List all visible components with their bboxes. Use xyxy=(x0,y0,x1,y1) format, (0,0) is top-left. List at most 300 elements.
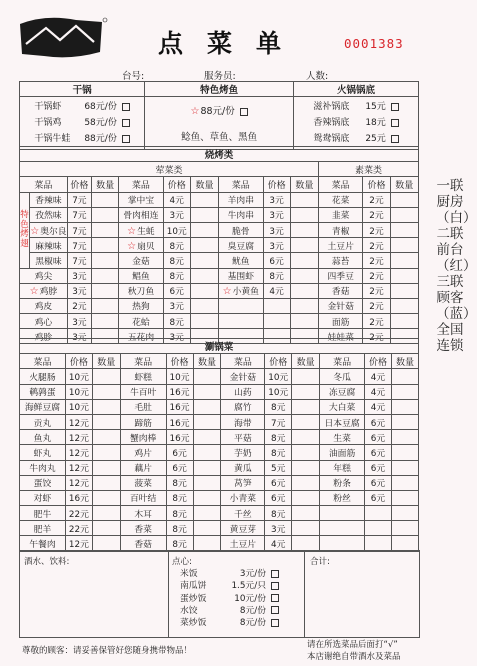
quantity-cell[interactable] xyxy=(290,192,318,207)
table-row xyxy=(20,268,419,283)
quantity-cell[interactable] xyxy=(92,253,119,268)
item-price: 6元 xyxy=(166,445,193,460)
checkbox[interactable] xyxy=(271,594,279,602)
item-price: 10元 xyxy=(65,399,92,414)
checkbox[interactable] xyxy=(271,619,279,627)
dry-pot-header: 干锅 xyxy=(20,82,145,97)
star-mark-icon: ☆ xyxy=(190,106,200,118)
table-row xyxy=(20,384,419,399)
item-price: 5元 xyxy=(265,460,292,475)
quantity-cell[interactable] xyxy=(390,298,418,313)
item-name: 韭菜 xyxy=(318,207,362,222)
item-price: 6元 xyxy=(163,283,190,298)
column-header: 数量 xyxy=(92,354,120,369)
checkbox[interactable] xyxy=(122,135,130,143)
checkbox[interactable] xyxy=(122,103,130,111)
customer-notice: 尊敬的顾客：请妥善保管好您随身携带物品！ xyxy=(22,646,193,656)
table-row xyxy=(20,238,419,253)
meat-subheader: 荤菜类 xyxy=(20,162,319,177)
column-header: 菜品 xyxy=(120,354,166,369)
snack-item[interactable] xyxy=(180,605,279,617)
item-name: 火腿肠 xyxy=(20,369,66,384)
item-name: 蛋饺 xyxy=(20,475,66,490)
item-name: 青椒 xyxy=(318,222,362,237)
footer-box xyxy=(19,550,420,638)
item-name: 虾丸 xyxy=(20,445,66,460)
item-price: 12元 xyxy=(65,475,92,490)
item-name: 生菜 xyxy=(320,430,365,445)
item-name: 香菜 xyxy=(120,521,166,536)
item-price: 7元 xyxy=(265,414,292,429)
item-price: 2元 xyxy=(363,238,390,253)
table-row xyxy=(20,283,419,298)
quantity-cell[interactable] xyxy=(92,268,119,283)
table-row xyxy=(20,506,419,521)
item-price: 8元 xyxy=(265,399,292,414)
page-title: 点菜单 xyxy=(158,29,306,58)
item-price xyxy=(263,298,290,313)
item-name: 基围虾 xyxy=(219,268,263,283)
item-name: 牛百叶 xyxy=(120,384,166,399)
quantity-cell[interactable] xyxy=(92,207,119,222)
item-price: 22元 xyxy=(65,521,92,536)
quantity-cell[interactable] xyxy=(292,506,320,521)
item-name: 鱿鱼 xyxy=(219,253,263,268)
quantity-cell[interactable] xyxy=(92,222,119,237)
snack-item[interactable] xyxy=(180,617,279,629)
quantity-cell[interactable] xyxy=(390,207,418,222)
item-name: 面筋 xyxy=(318,314,362,329)
table-row xyxy=(20,222,419,237)
snacks-label: 点心: xyxy=(172,557,192,567)
item-name: 蟹肉棒 xyxy=(120,430,166,445)
quantity-cell[interactable] xyxy=(92,475,120,490)
item-name: 黑椒味 xyxy=(30,253,68,268)
checkbox[interactable] xyxy=(391,103,399,111)
quantity-cell[interactable] xyxy=(193,399,221,414)
grill-wings-label xyxy=(20,192,30,268)
item-name: 粉条 xyxy=(320,475,365,490)
quantity-cell[interactable] xyxy=(92,536,120,551)
item-name: 花蛤 xyxy=(119,314,163,329)
quantity-cell[interactable] xyxy=(292,521,320,536)
waiter-label: 服务员: xyxy=(204,71,236,82)
quantity-cell[interactable] xyxy=(190,314,218,329)
item-name: 蒜苔 xyxy=(318,253,362,268)
item-price xyxy=(365,536,392,551)
item-price: 7元 xyxy=(67,207,91,222)
column-header: 价格 xyxy=(163,177,190,192)
item-name: 肥羊 xyxy=(20,521,66,536)
table-number-label: 台号: xyxy=(122,71,145,82)
table-row xyxy=(20,298,419,313)
item-price: 8元 xyxy=(166,506,193,521)
quantity-cell[interactable] xyxy=(292,536,320,551)
item-price: 2元 xyxy=(363,283,390,298)
fish-price-row[interactable]: ☆88元/份 xyxy=(145,103,293,117)
quantity-cell[interactable] xyxy=(190,238,218,253)
quantity-cell[interactable] xyxy=(92,238,119,253)
serial-number: 0001383 xyxy=(344,36,404,51)
quantity-cell[interactable] xyxy=(193,414,221,429)
quantity-cell[interactable] xyxy=(292,460,320,475)
copy-distribution-text: 一联厨房（白）二联前台（红）三联顾客（蓝）全国连锁 xyxy=(436,178,477,354)
quantity-cell[interactable] xyxy=(290,207,318,222)
item-price: 6元 xyxy=(365,475,392,490)
item-name xyxy=(119,238,163,253)
quantity-cell[interactable] xyxy=(390,253,418,268)
item-price: 16元 xyxy=(166,430,193,445)
item-name: 臭豆腐 xyxy=(219,238,263,253)
item-name: 金针菇 xyxy=(221,369,265,384)
item-price: 6元 xyxy=(365,430,392,445)
checkbox[interactable] xyxy=(240,108,248,116)
column-header: 菜品 xyxy=(20,354,66,369)
item-name: 鱼丸 xyxy=(20,430,66,445)
item-name: 藕片 xyxy=(120,460,166,475)
quantity-cell[interactable] xyxy=(390,268,418,283)
item-price: 12元 xyxy=(65,445,92,460)
quantity-cell[interactable] xyxy=(290,238,318,253)
column-header: 菜品 xyxy=(20,177,68,192)
quantity-cell[interactable] xyxy=(193,521,221,536)
item-price: 12元 xyxy=(65,460,92,475)
quantity-cell[interactable] xyxy=(391,399,418,414)
item-price: 3元 xyxy=(67,329,91,344)
table-row xyxy=(20,430,419,445)
quantity-cell[interactable] xyxy=(391,430,418,445)
item-price: 22元 xyxy=(65,506,92,521)
item-name xyxy=(20,283,68,298)
item-name-text: 小黄鱼 xyxy=(232,287,259,298)
table-row xyxy=(20,314,419,329)
quantity-cell[interactable] xyxy=(92,506,120,521)
checkbox[interactable] xyxy=(271,582,279,590)
quantity-cell[interactable] xyxy=(190,222,218,237)
checkbox[interactable] xyxy=(122,119,130,127)
quantity-cell[interactable] xyxy=(190,207,218,222)
quantity-cell[interactable] xyxy=(390,238,418,253)
item-price: 3元 xyxy=(263,238,290,253)
item-name: 贡丸 xyxy=(20,414,66,429)
quantity-cell[interactable] xyxy=(390,192,418,207)
snack-price: 10元/份 xyxy=(234,593,266,604)
quantity-cell[interactable] xyxy=(290,222,318,237)
quantity-cell[interactable] xyxy=(292,445,320,460)
item-price: 6元 xyxy=(166,460,193,475)
item-price: 16元 xyxy=(166,384,193,399)
snack-name: 水饺 xyxy=(180,605,198,616)
item-name: 腐竹 xyxy=(221,399,265,414)
item-price: 6元 xyxy=(265,490,292,505)
item-name: 掌中宝 xyxy=(119,192,163,207)
item-price: 2元 xyxy=(363,253,390,268)
item-name: 冻豆腐 xyxy=(320,384,365,399)
column-header: 价格 xyxy=(166,354,193,369)
hotpot-base-item[interactable]: 香辣锅底 18元 xyxy=(294,115,418,131)
item-name: 鸡尖 xyxy=(20,268,68,283)
item-price: 10元 xyxy=(65,384,92,399)
item-price: 12元 xyxy=(65,430,92,445)
column-header: 菜品 xyxy=(320,354,365,369)
column-header: 菜品 xyxy=(219,177,263,192)
item-price: 3元 xyxy=(265,521,292,536)
quantity-cell[interactable] xyxy=(390,283,418,298)
quantity-cell[interactable] xyxy=(193,369,221,384)
item-name: 孜然味 xyxy=(30,207,68,222)
no-outside-food-notice: 本店谢绝自带酒水及菜品 xyxy=(307,652,401,662)
quantity-cell[interactable] xyxy=(391,460,418,475)
item-price: 8元 xyxy=(166,521,193,536)
item-name: 鲳鱼 xyxy=(119,268,163,283)
item-price: 2元 xyxy=(363,192,390,207)
column-header: 菜品 xyxy=(119,177,163,192)
column-header: 价格 xyxy=(363,177,390,192)
item-price: 2元 xyxy=(363,314,390,329)
item-name-text: 生蚝 xyxy=(137,226,155,237)
quantity-cell[interactable] xyxy=(292,384,320,399)
snack-name: 南瓜饼 xyxy=(180,581,207,592)
snack-name: 蛋炒饭 xyxy=(180,593,207,604)
dry-pot-item[interactable]: 干锅鸡 58元/份 xyxy=(20,115,144,131)
quantity-cell[interactable] xyxy=(92,314,119,329)
snack-item[interactable] xyxy=(180,593,279,605)
item-price: 3元 xyxy=(67,268,91,283)
item-price: 8元 xyxy=(163,314,190,329)
item-name: 菠菜 xyxy=(120,475,166,490)
item-price: 10元 xyxy=(265,369,292,384)
item-name: 鸡皮 xyxy=(20,298,68,313)
quantity-cell[interactable] xyxy=(92,460,120,475)
quantity-cell[interactable] xyxy=(292,430,320,445)
item-price: 8元 xyxy=(163,268,190,283)
quantity-cell[interactable] xyxy=(193,445,221,460)
quantity-cell[interactable] xyxy=(390,222,418,237)
item-price: 6元 xyxy=(365,460,392,475)
item-name: 鸡片 xyxy=(120,445,166,460)
item-name xyxy=(219,298,263,313)
item-name: 海带 xyxy=(221,414,265,429)
checkbox[interactable] xyxy=(271,570,279,578)
item-price: 7元 xyxy=(67,238,91,253)
item-name: 莴笋 xyxy=(221,475,265,490)
item-name: 四季豆 xyxy=(318,268,362,283)
snack-item[interactable] xyxy=(180,568,279,580)
item-name xyxy=(219,283,263,298)
item-name: 骨肉相连 xyxy=(119,207,163,222)
quantity-cell[interactable] xyxy=(92,298,119,313)
item-name: 平菇 xyxy=(221,430,265,445)
item-name: 蹄筋 xyxy=(120,414,166,429)
item-name: 土豆片 xyxy=(221,536,265,551)
item-price: 8元 xyxy=(263,268,290,283)
item-price: 16元 xyxy=(166,414,193,429)
quantity-cell[interactable] xyxy=(92,414,120,429)
item-price: 8元 xyxy=(163,238,190,253)
quantity-cell[interactable] xyxy=(193,475,221,490)
quantity-cell[interactable] xyxy=(190,268,218,283)
quantity-cell[interactable] xyxy=(292,475,320,490)
item-price: 3元 xyxy=(163,298,190,313)
quantity-cell[interactable] xyxy=(292,414,320,429)
item-name: 秋刀鱼 xyxy=(119,283,163,298)
item-price xyxy=(365,521,392,536)
snack-name: 米饭 xyxy=(180,569,198,579)
column-header: 数量 xyxy=(391,354,418,369)
item-price: 4元 xyxy=(365,369,392,384)
item-name: 金菇 xyxy=(119,253,163,268)
hotpot-base-item[interactable]: 鸳鸯锅底 25元 xyxy=(294,131,418,147)
item-name: 土豆片 xyxy=(318,238,362,253)
restaurant-logo xyxy=(16,14,108,64)
quantity-cell[interactable] xyxy=(190,298,218,313)
quantity-cell[interactable] xyxy=(290,314,318,329)
quantity-cell[interactable] xyxy=(92,399,120,414)
item-name: 百叶结 xyxy=(120,490,166,505)
item-name: 小青菜 xyxy=(221,490,265,505)
item-price: 8元 xyxy=(163,253,190,268)
item-name xyxy=(30,222,68,237)
table-row xyxy=(20,399,419,414)
checkbox[interactable] xyxy=(391,119,399,127)
quantity-cell[interactable] xyxy=(92,490,120,505)
quantity-cell[interactable] xyxy=(190,192,218,207)
quantity-cell[interactable] xyxy=(391,369,418,384)
item-price: 7元 xyxy=(67,253,91,268)
item-price: 8元 xyxy=(265,430,292,445)
item-name: 肥牛 xyxy=(20,506,66,521)
quantity-cell[interactable] xyxy=(290,298,318,313)
quantity-cell[interactable] xyxy=(193,506,221,521)
snack-price: 8元/份 xyxy=(239,605,266,616)
quantity-cell[interactable] xyxy=(290,283,318,298)
quantity-cell[interactable] xyxy=(292,490,320,505)
item-price: 3元 xyxy=(163,207,190,222)
column-header: 数量 xyxy=(190,177,218,192)
quantity-cell[interactable] xyxy=(92,430,120,445)
item-price: 8元 xyxy=(166,475,193,490)
table-row xyxy=(20,414,419,429)
top-menu-table xyxy=(19,81,419,150)
quantity-cell[interactable] xyxy=(190,253,218,268)
item-name: 对虾 xyxy=(20,490,66,505)
quantity-cell[interactable] xyxy=(193,384,221,399)
quantity-cell[interactable] xyxy=(391,490,418,505)
item-price: 2元 xyxy=(363,222,390,237)
snack-name: 菜炒饭 xyxy=(180,618,207,629)
item-name: 山药 xyxy=(221,384,265,399)
item-price: 2元 xyxy=(363,207,390,222)
item-name: 黄瓜 xyxy=(221,460,265,475)
quantity-cell[interactable] xyxy=(292,369,320,384)
item-price: 3元 xyxy=(67,283,91,298)
checkbox[interactable] xyxy=(271,606,279,614)
dry-pot-item[interactable]: 干锅虾 68元/份 xyxy=(20,99,144,115)
checkbox[interactable] xyxy=(391,135,399,143)
quantity-cell[interactable] xyxy=(190,283,218,298)
table-row xyxy=(20,369,419,384)
item-name: 年糕 xyxy=(320,460,365,475)
snack-list xyxy=(180,568,279,629)
dry-pot-list xyxy=(20,97,145,150)
column-header: 数量 xyxy=(193,354,221,369)
snack-item[interactable] xyxy=(180,580,279,592)
quantity-cell[interactable] xyxy=(391,414,418,429)
item-name-text: 扇贝 xyxy=(137,241,155,252)
item-price: 4元 xyxy=(265,536,292,551)
table-row xyxy=(20,207,419,222)
quantity-cell[interactable] xyxy=(92,369,120,384)
item-name: 冬瓜 xyxy=(320,369,365,384)
item-name: 千丝 xyxy=(221,506,265,521)
quantity-cell[interactable] xyxy=(290,268,318,283)
dry-pot-item[interactable]: 干锅牛蛙 88元/份 xyxy=(20,131,144,147)
quantity-cell[interactable] xyxy=(290,253,318,268)
quantity-cell[interactable] xyxy=(193,460,221,475)
item-price: 6元 xyxy=(365,445,392,460)
quantity-cell[interactable] xyxy=(391,536,418,551)
fish-cell xyxy=(145,97,294,150)
item-name-text: 鸡脖 xyxy=(39,287,58,298)
quantity-cell[interactable] xyxy=(391,445,418,460)
snack-price: 8元/份 xyxy=(239,618,266,629)
item-price: 3元 xyxy=(263,207,290,222)
item-price: 3元 xyxy=(263,222,290,237)
column-header: 数量 xyxy=(390,177,418,192)
column-header: 菜品 xyxy=(318,177,362,192)
quantity-cell[interactable] xyxy=(92,521,120,536)
item-price: 10元 xyxy=(166,369,193,384)
item-price: 12元 xyxy=(65,536,92,551)
quantity-cell[interactable] xyxy=(92,192,119,207)
quantity-cell[interactable] xyxy=(193,536,221,551)
quantity-cell[interactable] xyxy=(193,490,221,505)
item-name: 粉丝 xyxy=(320,490,365,505)
item-price: 4元 xyxy=(163,192,190,207)
quantity-cell[interactable] xyxy=(193,430,221,445)
star-mark-icon: ☆ xyxy=(127,225,137,237)
item-name: 芋奶 xyxy=(221,445,265,460)
veg-subheader: 素菜类 xyxy=(318,162,418,177)
item-name: 黄豆芽 xyxy=(221,521,265,536)
quantity-cell[interactable] xyxy=(391,384,418,399)
quantity-cell[interactable] xyxy=(292,399,320,414)
item-name: 午餐肉 xyxy=(20,536,66,551)
item-name: 娃娃菜 xyxy=(318,329,362,344)
quantity-cell[interactable] xyxy=(391,521,418,536)
item-name: 热狗 xyxy=(119,298,163,313)
item-name xyxy=(219,314,263,329)
item-price: 3元 xyxy=(263,192,290,207)
item-name: 金针菇 xyxy=(318,298,362,313)
quantity-cell[interactable] xyxy=(92,445,120,460)
hotpot-base-item[interactable]: 滋补锅底 15元 xyxy=(294,99,418,115)
column-header: 菜品 xyxy=(221,354,265,369)
item-name: 鸡心 xyxy=(20,314,68,329)
quantity-cell[interactable] xyxy=(92,283,119,298)
item-name: 毛肚 xyxy=(120,399,166,414)
quantity-cell[interactable] xyxy=(390,314,418,329)
quantity-cell[interactable] xyxy=(391,475,418,490)
item-price: 7元 xyxy=(67,192,91,207)
hotpot-base-header: 火锅锅底 xyxy=(294,82,419,97)
item-price: 2元 xyxy=(363,329,390,344)
quantity-cell[interactable] xyxy=(391,506,418,521)
quantity-cell[interactable] xyxy=(92,384,120,399)
fish-types: 鲶鱼、草鱼、黑鱼 xyxy=(181,132,258,144)
item-price: 4元 xyxy=(365,384,392,399)
bbq-table xyxy=(19,146,419,344)
